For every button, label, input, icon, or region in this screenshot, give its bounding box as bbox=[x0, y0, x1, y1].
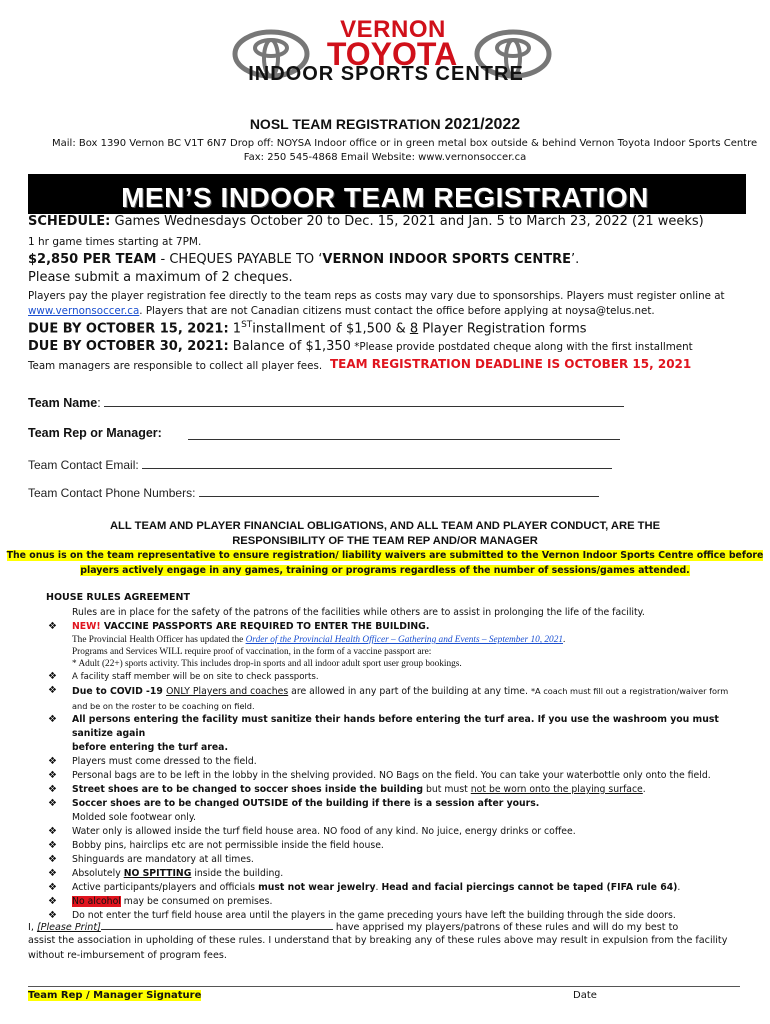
agreement-line-1 bbox=[28, 920, 748, 933]
cheques-prefix: - CHEQUES PAYABLE TO ‘ bbox=[156, 252, 323, 267]
pho-text-2: Programs and Services WILL require proof of vaccination, in the form of a vaccine passport are: bbox=[72, 647, 432, 657]
agreement-line-2: assist the association in upholding of these rules. I understand that by breaking any of these rules above may result in expulsion from the facility bbox=[28, 935, 728, 946]
diamond-bullet-icon: ❖ bbox=[48, 910, 57, 921]
rule-item bbox=[40, 670, 740, 684]
agreement-text-1: have apprised my players/patrons of these rules and will do my best to bbox=[332, 922, 679, 933]
cheques-suffix: ’. bbox=[571, 252, 580, 267]
rule-street-bold: Street shoes are to be changed to soccer shoes inside the building bbox=[72, 784, 424, 795]
rule-water: Water only is allowed inside the turf field house area. NO food of any kind. No juice, energy drinks or coffee. bbox=[72, 826, 576, 837]
agreement-i: I, bbox=[28, 922, 37, 933]
rule-active-pre: Active participants/players and officials bbox=[72, 882, 259, 893]
rule-item bbox=[40, 620, 740, 634]
game-times: 1 hr game times starting at 7PM. bbox=[28, 236, 202, 248]
rule-item bbox=[40, 895, 740, 909]
fee-line bbox=[28, 252, 579, 267]
diamond-bullet-icon: ❖ bbox=[48, 671, 57, 682]
rule-item bbox=[40, 867, 740, 881]
title-prefix: NOSL TEAM REGISTRATION bbox=[249, 116, 441, 132]
pho-suffix: . bbox=[563, 635, 566, 645]
rule-item bbox=[40, 839, 740, 853]
rule-item bbox=[40, 881, 740, 895]
diamond-bullet-icon: ❖ bbox=[48, 756, 57, 767]
contact-email-label: Team Contact Email: bbox=[28, 458, 143, 472]
team-name-colon: : bbox=[97, 396, 101, 410]
rule-dressed: Players must come dressed to the field. bbox=[72, 756, 257, 767]
rules-list bbox=[40, 606, 740, 923]
rule-item bbox=[40, 825, 740, 839]
due1-line bbox=[28, 320, 587, 336]
deadline: TEAM REGISTRATION DEADLINE IS OCTOBER 15, 2021 bbox=[330, 357, 692, 371]
rule-spit-pre: Absolutely bbox=[72, 868, 124, 879]
rule-item bbox=[40, 797, 740, 811]
rule-active-bold-2: Head and facial piercings cannot be taped (FIFA rule 64) bbox=[381, 882, 678, 893]
rule-covid-text: are allowed in any part of the building at any time. bbox=[288, 686, 531, 697]
rule-sanitize-2: before entering the turf area. bbox=[72, 742, 228, 753]
rule-spit-post: inside the building. bbox=[191, 868, 284, 879]
diamond-bullet-icon: ❖ bbox=[48, 826, 57, 837]
rule-active-bold: must not wear jewelry bbox=[258, 882, 376, 893]
rule-enter: Do not enter the turf field house area until the players in the game preceding yours have left the building through the side doors. bbox=[72, 910, 676, 921]
rule-sanitize: All persons entering the facility must sanitize their hands before entering the turf area. If you use the washroom you must sanitize again bbox=[72, 714, 719, 739]
managers-note: Team managers are responsible to collect all player fees. bbox=[28, 360, 323, 372]
rule-molded: Molded sole footwear only. bbox=[72, 812, 196, 823]
players-note-2 bbox=[28, 305, 748, 317]
pho-line-3 bbox=[40, 658, 740, 670]
signature-line[interactable] bbox=[28, 986, 740, 987]
diamond-bullet-icon: ❖ bbox=[48, 621, 57, 632]
diamond-bullet-icon: ❖ bbox=[48, 685, 57, 696]
onus-text-1: The onus is on the team representative to ensure registration/ liability waivers are submitted to the Vernon Indoor Sports Centre office before bbox=[6, 550, 764, 561]
schedule-label: SCHEDULE: bbox=[28, 214, 111, 229]
rule-street-mid: but must bbox=[423, 784, 471, 795]
agreement-line-3: without re-imbursement of program fees. bbox=[28, 950, 227, 961]
team-name-line[interactable] bbox=[104, 396, 624, 407]
logo-toyota: TOYOTA bbox=[326, 36, 458, 72]
rule-item-cont bbox=[40, 741, 740, 755]
fee-amount: $2,850 PER TEAM bbox=[28, 252, 157, 267]
fax-website: Fax: 250 545-4868 Email Website: www.vernonsoccer.ca bbox=[243, 152, 527, 163]
rule-spit-underline: NO SPITTING bbox=[123, 868, 192, 879]
due1-text: installment of $1,500 & bbox=[252, 321, 410, 337]
team-name-label: Team Name bbox=[28, 396, 98, 410]
rule-item bbox=[40, 769, 740, 783]
signature-label bbox=[28, 990, 201, 1001]
diamond-bullet-icon: ❖ bbox=[48, 854, 57, 865]
diamond-bullet-icon: ❖ bbox=[48, 882, 57, 893]
due1-label: DUE BY OCTOBER 15, 2021: bbox=[28, 321, 229, 337]
title-year: 2021/2022 bbox=[444, 116, 521, 133]
pho-prefix: The Provincial Health Officer has updated the bbox=[72, 635, 246, 645]
rule-item bbox=[40, 755, 740, 769]
rule-alcohol-highlight: No alcohol bbox=[72, 896, 121, 907]
rule-bags: Personal bags are to be left in the lobby in the shelving provided. NO Bags on the field. You can take your waterbottle only onto the field. bbox=[72, 770, 711, 781]
diamond-bullet-icon: ❖ bbox=[48, 770, 57, 781]
diamond-bullet-icon: ❖ bbox=[48, 840, 57, 851]
contact-phone-line[interactable] bbox=[199, 486, 599, 497]
rule-item bbox=[40, 853, 740, 867]
team-rep-line[interactable] bbox=[188, 429, 620, 440]
rule-item bbox=[40, 684, 740, 699]
pho-line bbox=[40, 634, 740, 646]
rule-shin: Shinguards are mandatory at all times. bbox=[72, 854, 254, 865]
contact-phone-label: Team Contact Phone Numbers: bbox=[28, 486, 199, 500]
diamond-bullet-icon: ❖ bbox=[48, 896, 57, 907]
payee: VERNON INDOOR SPORTS CENTRE bbox=[322, 252, 572, 267]
players-note-2-text: . Players that are not Canadian citizens must contact the office before applying at noysa@telus.net. bbox=[139, 305, 655, 317]
diamond-bullet-icon: ❖ bbox=[48, 798, 57, 809]
rule-staff: A facility staff member will be on site to check passports. bbox=[72, 672, 319, 682]
new-text: VACCINE PASSPORTS ARE REQUIRED TO ENTER THE BUILDING. bbox=[100, 621, 430, 632]
rule-street-underline: not be worn onto the playing surface bbox=[470, 784, 643, 795]
rules-intro bbox=[40, 606, 740, 620]
due2-label: DUE BY OCTOBER 30, 2021: bbox=[28, 339, 229, 354]
logo-vernon: VERNON bbox=[340, 16, 446, 43]
rule-item-cont bbox=[40, 699, 740, 713]
obligations-line-1: ALL TEAM AND PLAYER FINANCIAL OBLIGATIONS, AND ALL TEAM AND PLAYER CONDUCT, ARE THE bbox=[109, 520, 661, 532]
print-name-label: [Please Print] bbox=[36, 922, 101, 933]
rule-covid-small-2: and be on the roster to be coaching on field. bbox=[72, 701, 255, 711]
rule-bobby: Bobby pins, hairclips etc are not permissible inside the field house. bbox=[72, 840, 384, 851]
schedule-text: Games Wednesdays October 20 to Dec. 15, 2021 and Jan. 5 to March 23, 2022 (21 weeks) bbox=[110, 214, 704, 229]
pho-line-2 bbox=[40, 646, 740, 658]
due1-end: Player Registration forms bbox=[418, 321, 587, 337]
team-name-field[interactable] bbox=[28, 396, 624, 410]
rule-active-mid: . bbox=[375, 882, 382, 893]
onus-line-2 bbox=[0, 565, 770, 576]
contact-email-line[interactable] bbox=[142, 458, 612, 469]
rules-heading: HOUSE RULES AGREEMENT bbox=[46, 592, 190, 603]
due2-text: Balance of $1,350 bbox=[228, 339, 351, 354]
due2-line bbox=[28, 339, 693, 354]
date-label: Date bbox=[573, 990, 597, 1001]
rule-covid-small: *A coach must fill out a registration/waiver form bbox=[530, 686, 729, 696]
rules-intro-text: Rules are in place for the safety of the patrons of the facilities while others are to assist in prolonging the life of the facility. bbox=[72, 607, 645, 618]
rule-alcohol-rest: may be consumed on premises. bbox=[120, 896, 273, 907]
pho-order-link[interactable]: Order of the Provincial Health Officer – Gathering and Events – September 10, 2021 bbox=[245, 635, 563, 645]
dropoff-info: Drop off: NOYSA Indoor office or in green metal box outside & behind Vernon Toyota Indoor Sports Centre bbox=[230, 138, 758, 149]
rule-active-end: . bbox=[677, 882, 681, 893]
due1-eight: 8 bbox=[409, 321, 419, 337]
rule-covid-underline: ONLY Players and coaches bbox=[166, 686, 289, 697]
rule-soccer-shoes: Soccer shoes are to be changed OUTSIDE of the building if there is a session after yours. bbox=[72, 798, 540, 809]
logo-indoor-sports-centre: INDOOR SPORTS CENTRE bbox=[248, 63, 524, 85]
due2-note: *Please provide postdated cheque along with the first installment bbox=[350, 341, 693, 353]
players-note: Players pay the player registration fee directly to the team reps as costs may vary due to sponsorships. Players must register online at bbox=[28, 290, 725, 302]
contact-email-field[interactable] bbox=[28, 458, 612, 472]
team-rep-label: Team Rep or Manager: bbox=[28, 426, 162, 440]
vernonsoccer-link[interactable]: www.vernonsoccer.ca bbox=[28, 305, 140, 317]
rule-street-end: . bbox=[642, 784, 646, 795]
max-cheques: Please submit a maximum of 2 cheques. bbox=[28, 270, 293, 285]
diamond-bullet-icon: ❖ bbox=[48, 714, 57, 725]
rule-item bbox=[40, 783, 740, 797]
pho-text-3: * Adult (22+) sports activity. This includes drop-in sports and all indoor adult sport user group bookings. bbox=[72, 659, 462, 669]
mail-address: Mail: Box 1390 Vernon BC V1T 6N7 bbox=[52, 138, 227, 149]
new-label: NEW! bbox=[72, 621, 101, 632]
onus-text-2: players actively engage in any games, training or programs regardless of the number of sessions/games attended. bbox=[80, 565, 690, 576]
rule-item bbox=[40, 713, 740, 741]
banner-title: MEN’S INDOOR TEAM REGISTRATION bbox=[121, 182, 649, 213]
print-name-line[interactable] bbox=[101, 920, 333, 930]
contact-phone-field[interactable] bbox=[28, 486, 599, 500]
schedule-line bbox=[28, 214, 704, 229]
due1-sup: ST bbox=[241, 320, 253, 330]
rule-item-cont bbox=[40, 811, 740, 825]
diamond-bullet-icon: ❖ bbox=[48, 784, 57, 795]
due1-num: 1 bbox=[228, 321, 242, 337]
signature-label-text: Team Rep / Manager Signature bbox=[28, 990, 202, 1001]
page-title bbox=[0, 116, 770, 134]
onus-line-1 bbox=[0, 550, 770, 561]
rule-covid-bold: Due to COVID -19 bbox=[72, 686, 167, 697]
obligations-line-2: RESPONSIBILITY OF THE TEAM REP AND/OR MANAGER bbox=[232, 535, 538, 547]
team-rep-field[interactable] bbox=[28, 426, 162, 440]
diamond-bullet-icon: ❖ bbox=[48, 868, 57, 879]
